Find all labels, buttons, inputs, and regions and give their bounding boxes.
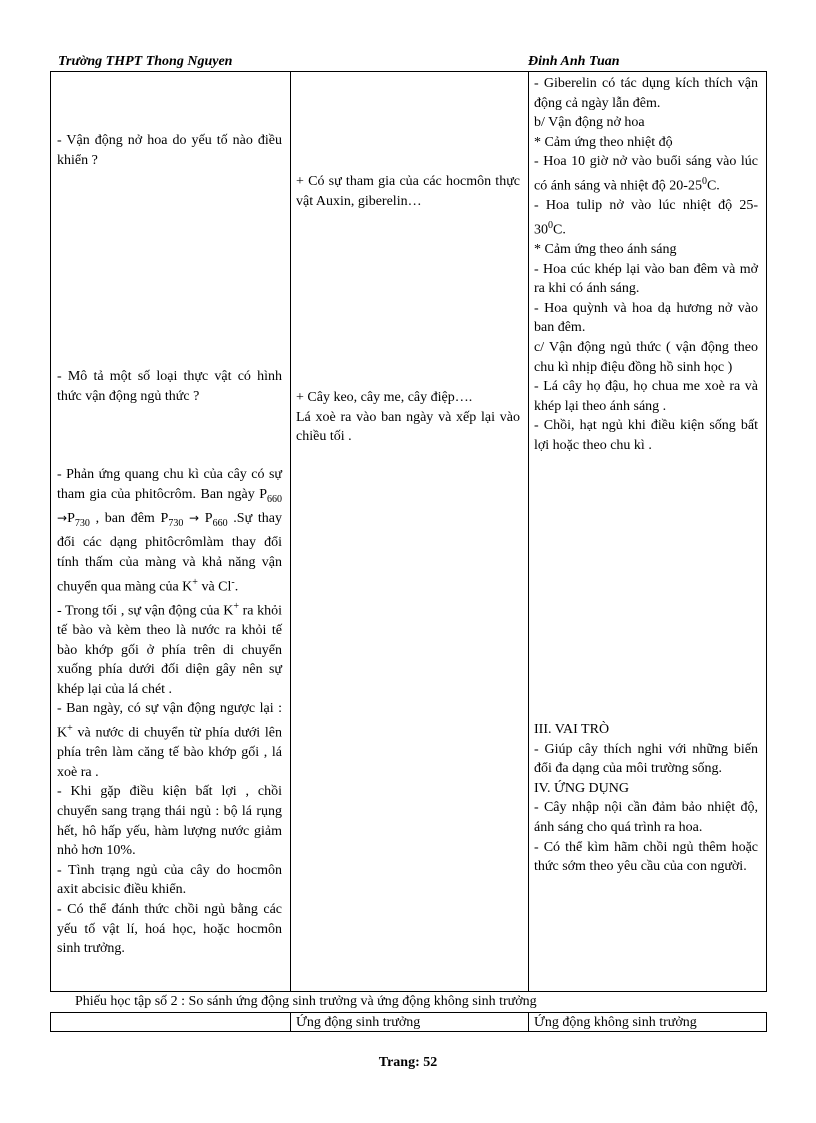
table-bottom-border bbox=[50, 991, 767, 992]
paragraph-day-movement: - Ban ngày, có sự vận động ngược lại : K+ và nước di chuyển từ phía dưới lên phía trên làm căng tế bào khớp gối , lá xoè ra . bbox=[57, 701, 282, 780]
table-divider-1 bbox=[290, 71, 291, 991]
worksheet-header-growth: Ứng động sinh trưởng bbox=[296, 1015, 421, 1030]
table-right-border bbox=[766, 71, 767, 991]
text-application-1: - Cây nhập nội cần đảm bảo nhiệt độ, ánh sáng cho quá trình ra hoa. bbox=[534, 800, 758, 835]
text-night-blooming: - Hoa quỳnh và hoa dạ hương nở vào ban đêm. bbox=[534, 300, 758, 336]
worksheet-table-divider-1 bbox=[290, 1012, 291, 1031]
text-tulip: - Hoa tulip nở vào lúc nhiệt độ $25-30^0C$. bbox=[534, 198, 758, 238]
worksheet-table-bottom bbox=[50, 1031, 767, 1032]
paragraph-abscisic: - Tình trạng ngủ của cây do hocmôn axit abcisic điều khiển. bbox=[57, 862, 282, 898]
paragraph-wake-buds: - Có thể đánh thức chồi ngủ bằng các yếu tố vật lí, hoá học, hoặc hocmôn sinh trưởng. bbox=[57, 902, 282, 957]
header-author: Đinh Anh Tuan bbox=[528, 54, 620, 69]
table-divider-2 bbox=[528, 71, 529, 991]
text-chrysanthemum: - Hoa cúc khép lại vào ban đêm và mở ra khi có ánh sáng. bbox=[534, 261, 758, 297]
question-flower-opening: - Vận động nở hoa do yếu tố nào điều khiển ? bbox=[57, 133, 282, 168]
text-role: - Giúp cây thích nghi với những biến đổi đa dạng của môi trường sống. bbox=[534, 741, 758, 777]
col3-content-top bbox=[534, 74, 758, 456]
heading-flower-opening: b/ Vận động nở hoa bbox=[534, 115, 645, 131]
question-sleep-movement: - Mô tả một số loại thực vật có hình thức vận động ngủ thức ? bbox=[57, 369, 282, 404]
worksheet-header-nongrowth: Ứng động không sinh trưởng bbox=[534, 1015, 697, 1030]
worksheet-table-divider-2 bbox=[528, 1012, 529, 1031]
worksheet-table-right bbox=[766, 1012, 767, 1031]
page-number: Trang: 52 bbox=[378, 1055, 438, 1070]
table-left-border bbox=[50, 71, 51, 991]
arrow-right-icon: → bbox=[57, 510, 68, 525]
text-ten-oclock-flower: - Hoa 10 giờ nở vào buổi sáng vào lúc có ánh sáng và nhiệt độ $20-25^0C$. bbox=[534, 154, 758, 194]
text-legumes: - Lá cây họ đậu, họ chua me xoè ra và khép lại theo ánh sáng . bbox=[534, 379, 758, 414]
header-school: Trường THPT Thong Nguyen bbox=[58, 54, 233, 69]
answer-examples: + Cây keo, cây me, cây điệp…. Lá xoè ra vào ban ngày và xếp lại vào chiều tối . bbox=[296, 390, 520, 445]
table-top-border bbox=[50, 71, 767, 72]
worksheet-table-left bbox=[50, 1012, 51, 1031]
heading-role: III. VAI TRÒ bbox=[534, 722, 610, 737]
paragraph-dormancy: - Khi gặp điều kiện bất lợi , chồi chuyển sang trạng thái ngủ : bộ lá rụng hết, hô hấp yếu, hàm lượng nước giảm nhỏ hơn 10%. bbox=[57, 784, 282, 859]
text-dormant-buds: - Chồi, hạt ngủ khi điều kiện sống bất lợi hoặc theo chu kì . bbox=[534, 418, 758, 453]
heading-light: * Cảm ứng theo ánh sáng bbox=[534, 242, 677, 258]
paragraph-dark-movement: - Trong tối , sự vận động của K+ ra khỏi tế bào và kèm theo là nước ra khỏi tế bào khớp gối ở phía trên di chuyển xuống phía dưới đối diện gây nên sự khép lại của lá chét . bbox=[57, 600, 282, 697]
worksheet-table-top bbox=[50, 1012, 767, 1013]
text-giberelin: - Giberelin có tác dụng kích thích vận động cả ngày lẫn đêm. bbox=[534, 76, 758, 111]
answer-hormones: + Có sự tham gia của các hocmôn thực vật Auxin, giberelin… bbox=[296, 174, 520, 209]
arrow-right-icon: → bbox=[189, 510, 200, 525]
col3-content-bottom bbox=[534, 720, 758, 877]
paragraph-photoperiod: - Phản ứng quang chu kì của cây có sự tham gia của phitôcrôm. Ban ngày $P_{660} \to P_{730}$ , ban đêm $P_{730} \to P_{660}$ .Sự thay đổi các dạng phitôcrômlàm thay đổi tính thấm của màng và khả năng vận chuyển qua màng của K+ và Cl-. bbox=[57, 467, 282, 595]
text-application-2: - Có thể kìm hãm chồi ngủ thêm hoặc thức sớm theo yêu cầu của con người. bbox=[534, 839, 758, 875]
col1-explanations bbox=[57, 465, 282, 959]
heading-sleep-movement: c/ Vận động ngủ thức ( vận động theo chu kì nhịp điệu đồng hồ sinh học ) bbox=[534, 340, 758, 375]
heading-temperature: * Cảm ứng theo nhiệt độ bbox=[534, 134, 673, 150]
heading-application: IV. ỨNG DỤNG bbox=[534, 780, 629, 796]
worksheet-caption: Phiếu học tập số 2 : So sánh ứng động sinh trưởng và ứng động không sinh trưởng bbox=[75, 994, 537, 1009]
